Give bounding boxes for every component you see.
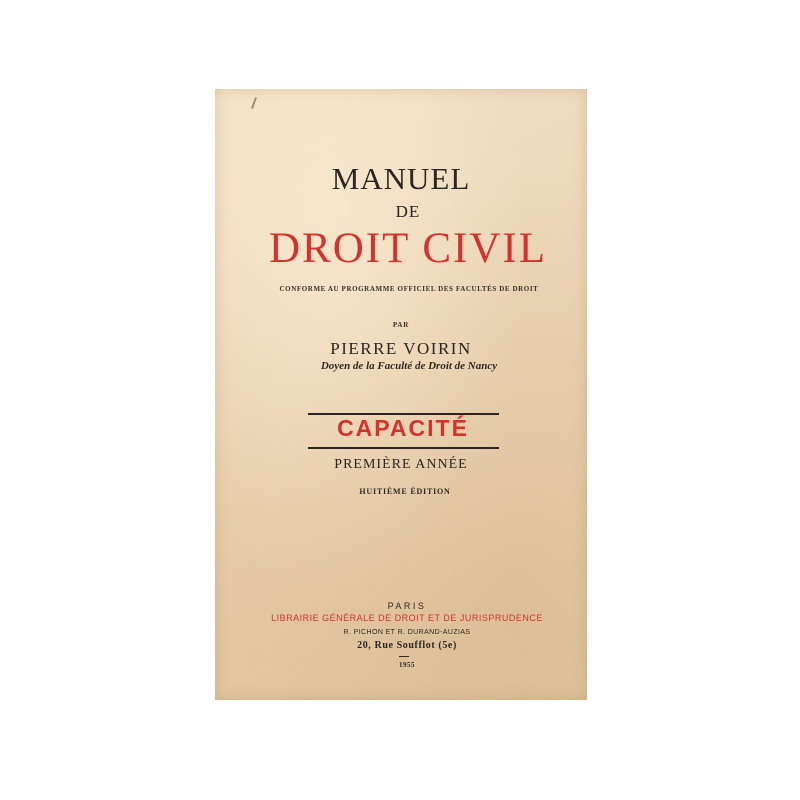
title-line-de: DE	[395, 202, 421, 221]
subtitle: CONFORME AU PROGRAMME OFFICIEL DES FACULTÉS DE DROIT	[279, 285, 539, 293]
section-title: CAPACITÉ	[337, 415, 469, 441]
pencil-mark	[251, 97, 257, 109]
publisher-names: R. PICHON ET R. DURAND-AUZIAS	[343, 629, 471, 636]
publisher-city: PARIS	[387, 601, 427, 611]
publisher-address: 20, Rue Soufflot (5e)	[357, 640, 457, 651]
edition: HUITIÈME ÉDITION	[359, 487, 451, 496]
title-line-manuel: MANUEL	[331, 161, 471, 196]
by-label: PAR	[392, 321, 410, 329]
author-role: Doyen de la Faculté de Droit de Nancy	[320, 360, 498, 372]
publisher-name: LIBRAIRIE GÉNÉRALE DE DROIT ET DE JURISPRUDENCE	[271, 613, 543, 623]
main-title: DROIT CIVIL	[269, 225, 547, 272]
year-level: PREMIÈRE ANNÉE	[334, 457, 468, 472]
rule-bottom	[308, 447, 499, 449]
divider-dash	[399, 656, 409, 657]
publication-year: 1955	[399, 661, 415, 669]
book-cover	[215, 89, 587, 700]
author-name: PIERRE VOIRIN	[330, 339, 472, 358]
